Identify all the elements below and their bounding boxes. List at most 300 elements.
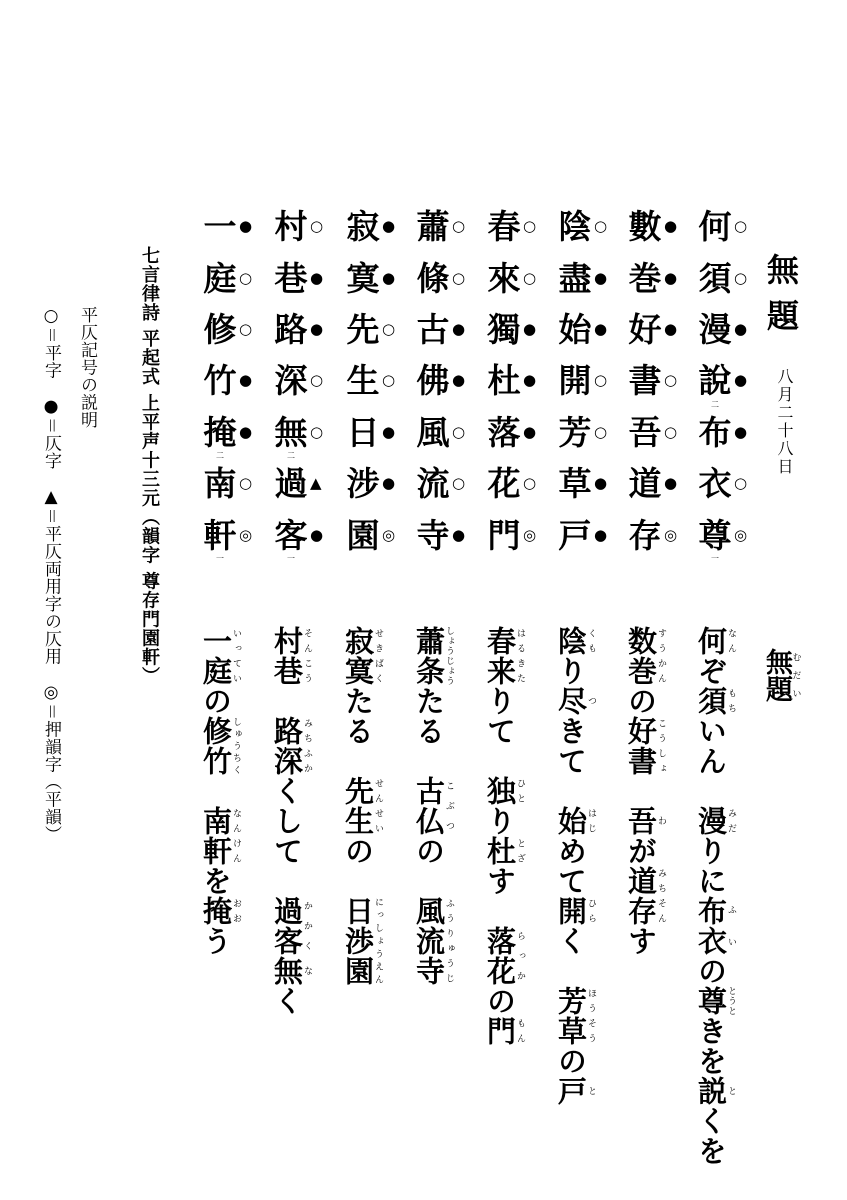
furigana: はるきた xyxy=(515,626,525,686)
ruby-base: 無題 xyxy=(761,648,792,702)
ruby-base: 存 xyxy=(624,896,658,926)
kanbun-line xyxy=(202,201,262,561)
kanbun-char: 一 xyxy=(203,207,237,247)
ruby-segment xyxy=(694,806,736,836)
tone-mark: ▲ xyxy=(310,474,322,493)
kanbun-char: 蕭 xyxy=(416,207,450,247)
furigana: かかく xyxy=(302,896,312,956)
ruby-segment xyxy=(554,626,596,656)
furigana: と xyxy=(586,1076,596,1106)
kanbun-char: 深 xyxy=(274,361,308,401)
kanbun-char: 修 xyxy=(203,309,237,349)
reading-text: す xyxy=(483,866,517,926)
furigana: とうと xyxy=(726,986,736,1016)
kanbun-cell xyxy=(273,201,333,252)
ruby-base: 過客 xyxy=(270,896,304,956)
kaeriten-mark: 二 xyxy=(216,450,224,460)
furigana: はじ xyxy=(586,806,596,836)
kanbun-cell xyxy=(202,201,262,252)
poem-title: 無題 xyxy=(762,253,800,345)
reading-text: めて xyxy=(554,836,588,896)
kanbun-cell xyxy=(345,355,405,406)
ruby-base: 説 xyxy=(694,1076,728,1106)
tone-mark: ● xyxy=(452,371,466,390)
ruby-segment xyxy=(412,896,454,986)
ruby-base: 開 xyxy=(554,896,588,926)
kanbun-char: 佛 xyxy=(416,361,450,401)
ruby-base: 好書 xyxy=(624,716,658,776)
kanbun-char: 寂 xyxy=(346,207,380,247)
kanbun-char: 漫 xyxy=(698,309,732,349)
kanbun-line xyxy=(415,201,475,561)
kanbun-cell xyxy=(697,252,757,303)
reading-text: の xyxy=(412,836,446,896)
kanbun-cell xyxy=(486,458,546,509)
poem-form: 七言律詩 平起式 上平声十三元（韻字 尊存門園軒） xyxy=(139,246,160,686)
kanbun-cell xyxy=(697,458,757,509)
tone-mark: ○ xyxy=(452,217,466,236)
ruby-base: 何 xyxy=(694,626,728,656)
kanbun-char: 門 xyxy=(487,515,521,555)
tone-mark: ◎ xyxy=(382,525,396,544)
reading-text: が xyxy=(624,836,658,866)
tone-mark: ○ xyxy=(310,422,324,441)
tone-mark: ● xyxy=(452,319,466,338)
tone-mark: ○ xyxy=(239,268,253,287)
ruby-segment xyxy=(554,1076,596,1106)
reading-line xyxy=(272,626,312,1016)
furigana: そんこう xyxy=(302,626,312,686)
kanbun-cell xyxy=(627,407,687,458)
kanbun-line xyxy=(273,201,333,561)
reading-text: りに xyxy=(694,836,728,896)
kanbun-cell xyxy=(415,407,475,458)
kanbun-cell xyxy=(345,509,405,560)
tone-mark: ● xyxy=(310,319,324,338)
kanbun-cell xyxy=(557,458,617,509)
kanbun-char: 道 xyxy=(628,464,662,504)
reading-text: たる xyxy=(412,686,446,776)
tone-mark: ● xyxy=(734,319,748,338)
kanbun-char: 條 xyxy=(416,258,450,298)
tone-mark: ● xyxy=(664,268,678,287)
furigana: こぶつ xyxy=(444,776,454,836)
tone-mark: ○ xyxy=(523,217,537,236)
kanbun-cell xyxy=(202,252,262,303)
kanbun-line xyxy=(697,201,757,561)
tone-mark: ○ xyxy=(382,371,396,390)
ruby-segment xyxy=(624,896,666,926)
ruby-base: 落花 xyxy=(483,926,517,986)
tone-mark: ● xyxy=(239,217,253,236)
tone-mark: ○ xyxy=(594,422,608,441)
kanbun-char: 生 xyxy=(346,361,380,401)
kanbun-char: 始 xyxy=(558,309,592,349)
ruby-base: 尽 xyxy=(554,686,588,716)
ruby-segment xyxy=(341,776,383,836)
kanbun-cell xyxy=(486,252,546,303)
ruby-segment xyxy=(694,1076,736,1106)
furigana: つ xyxy=(586,686,596,716)
kanbun-char: 流 xyxy=(416,464,450,504)
kanbun-char: 路 xyxy=(274,309,308,349)
furigana: おお xyxy=(231,896,241,926)
kanbun-cell xyxy=(697,355,757,409)
kanbun-line xyxy=(486,201,546,561)
furigana: こうしょ xyxy=(656,716,666,776)
tone-mark: ● xyxy=(310,525,324,544)
reading-text xyxy=(270,686,304,716)
kanbun-cell xyxy=(486,407,546,458)
kanbun-char: 數 xyxy=(628,207,662,247)
ruby-base: 戸 xyxy=(554,1076,588,1106)
kaeriten-mark: 一 xyxy=(216,553,224,563)
kanbun-cell xyxy=(415,355,475,406)
ruby-segment xyxy=(412,626,454,686)
kanbun-char: 竹 xyxy=(203,361,237,401)
furigana: もん xyxy=(515,1016,525,1046)
reading-text: ぞ xyxy=(694,656,728,686)
reading-text xyxy=(624,776,658,806)
kanbun-char: 書 xyxy=(628,361,662,401)
ruby-segment xyxy=(554,986,596,1046)
tone-mark: ◎ xyxy=(734,525,748,544)
tone-mark: ○ xyxy=(664,371,678,390)
furigana: とざ xyxy=(515,836,525,866)
tone-mark: ● xyxy=(239,371,253,390)
kanbun-cell xyxy=(697,407,757,458)
ruby-base: 南軒 xyxy=(199,806,233,866)
kanbun-char: 寺 xyxy=(416,515,450,555)
tone-mark: ◎ xyxy=(664,525,678,544)
tone-mark: ● xyxy=(523,422,537,441)
tone-mark: ● xyxy=(523,319,537,338)
furigana: な xyxy=(302,956,312,986)
kanbun-cell xyxy=(486,355,546,406)
kanbun-cell xyxy=(415,458,475,509)
ruby-segment xyxy=(694,896,736,956)
reading-text: く xyxy=(270,986,304,1016)
kanbun-line xyxy=(627,201,687,561)
reading-text: りて xyxy=(483,686,517,776)
tone-mark: ● xyxy=(734,422,748,441)
kanbun-line xyxy=(345,201,405,561)
ruby-base: 陰 xyxy=(554,626,588,656)
ruby-base: 村巷 xyxy=(270,626,304,686)
kanbun-char: 何 xyxy=(698,207,732,247)
kanbun-cell xyxy=(697,201,757,252)
kanbun-char: 無 xyxy=(274,412,308,452)
furigana: しょうじょう xyxy=(444,626,454,686)
legend-heading: 平仄記号の説明 xyxy=(77,306,97,429)
kanbun-char: 吾 xyxy=(628,412,662,452)
tone-mark: ● xyxy=(310,268,324,287)
furigana: せんせい xyxy=(373,776,383,836)
furigana: みだ xyxy=(726,806,736,836)
ruby-base: 尊 xyxy=(694,986,728,1016)
furigana: ひら xyxy=(586,896,596,926)
tone-mark: ○ xyxy=(734,268,748,287)
ruby-base: 芳草 xyxy=(554,986,588,1046)
furigana: しゅうちく xyxy=(231,716,241,776)
reading-text: の xyxy=(624,686,658,716)
reading-text xyxy=(199,776,233,806)
kanbun-cell xyxy=(202,509,262,563)
reading-title xyxy=(763,648,801,702)
reading-text: く xyxy=(554,926,588,986)
kanbun-cell xyxy=(557,304,617,355)
kanbun-cell xyxy=(202,458,262,509)
reading-line xyxy=(343,626,383,986)
ruby-base: 布衣 xyxy=(694,896,728,956)
ruby-segment xyxy=(554,896,596,926)
tone-mark: ● xyxy=(594,319,608,338)
tone-mark: ○ xyxy=(594,217,608,236)
kanbun-char: 村 xyxy=(274,207,308,247)
kanbun-char: 戸 xyxy=(558,515,592,555)
kaeriten-mark: 一 xyxy=(711,553,719,563)
kanbun-cell xyxy=(697,304,757,355)
kanbun-char: 寞 xyxy=(346,258,380,298)
ruby-segment xyxy=(412,776,454,836)
ruby-base: 始 xyxy=(554,806,588,836)
furigana: むだい xyxy=(790,648,801,702)
kanbun-cell xyxy=(415,509,475,560)
reading-text: を xyxy=(199,866,233,896)
tone-mark: ○ xyxy=(594,371,608,390)
kanbun-cell xyxy=(627,458,687,509)
kanbun-cell xyxy=(486,509,546,560)
kanbun-char: 好 xyxy=(628,309,662,349)
furigana: と xyxy=(726,1076,736,1106)
reading-line xyxy=(696,626,736,1166)
kanbun-cell xyxy=(202,355,262,406)
ruby-base: 須 xyxy=(694,686,728,716)
kanbun-cell xyxy=(627,355,687,406)
ruby-segment xyxy=(270,626,312,686)
ruby-segment xyxy=(483,776,525,806)
furigana: いってい xyxy=(231,626,241,686)
tone-mark: ◎ xyxy=(523,525,537,544)
kanbun-char: 衣 xyxy=(698,464,732,504)
reading-text: たる xyxy=(341,686,375,776)
ruby-segment xyxy=(624,806,666,836)
kanbun-char: 尊 xyxy=(698,515,732,555)
tone-mark: ● xyxy=(664,217,678,236)
tone-mark: ● xyxy=(523,371,537,390)
kanbun-char: 花 xyxy=(487,464,521,504)
ruby-base: 修竹 xyxy=(199,716,233,776)
reading-text: きて xyxy=(554,716,588,806)
reading-text: くを xyxy=(694,1106,728,1166)
ruby-base: 数巻 xyxy=(624,626,658,686)
tone-mark: ○ xyxy=(310,371,324,390)
poem-date: 八月二十八日 xyxy=(775,368,794,476)
kanbun-char: 巻 xyxy=(628,258,662,298)
kanbun-char: 布 xyxy=(698,412,732,452)
kanbun-cell xyxy=(273,509,333,563)
reading-text: の xyxy=(554,1046,588,1076)
tone-mark: ● xyxy=(594,268,608,287)
reading-text: の xyxy=(483,986,517,1016)
ruby-segment xyxy=(270,956,312,986)
kanbun-char: 客 xyxy=(274,515,308,555)
kanbun-cell xyxy=(273,252,333,303)
ruby-segment xyxy=(624,716,666,776)
ruby-base: 日渉園 xyxy=(341,896,375,986)
ruby-segment xyxy=(270,716,312,776)
reading-text: す xyxy=(624,926,658,956)
furigana: くも xyxy=(586,626,596,656)
kanbun-cell xyxy=(345,458,405,509)
kanbun-char: 獨 xyxy=(487,309,521,349)
tone-mark: ○ xyxy=(734,217,748,236)
kanbun-char: 古 xyxy=(416,309,450,349)
ruby-base: 吾 xyxy=(624,806,658,836)
ruby-segment xyxy=(554,686,596,716)
ruby-segment xyxy=(483,626,525,686)
kanbun-cell xyxy=(486,201,546,252)
reading-line xyxy=(556,626,596,1106)
ruby-base: 杜 xyxy=(483,836,517,866)
furigana: せきばく xyxy=(373,626,383,686)
kanbun-cell xyxy=(557,201,617,252)
kanbun-cell xyxy=(345,407,405,458)
kanbun-char: 日 xyxy=(346,412,380,452)
ruby-base: 一庭 xyxy=(199,626,233,686)
furigana: すうかん xyxy=(656,626,666,686)
kanbun-cell xyxy=(557,252,617,303)
tone-mark: ○ xyxy=(452,268,466,287)
tone-mark: ○ xyxy=(239,474,253,493)
reading-text: の xyxy=(694,956,728,986)
reading-line xyxy=(414,626,454,986)
kanbun-char: 陰 xyxy=(558,207,592,247)
kanbun-char: 南 xyxy=(203,464,237,504)
kanbun-char: 巷 xyxy=(274,258,308,298)
tone-mark: ● xyxy=(239,422,253,441)
ruby-segment xyxy=(761,648,801,702)
kanbun-cell xyxy=(415,252,475,303)
kanbun-char: 軒 xyxy=(203,515,237,555)
tone-mark: ○ xyxy=(523,268,537,287)
reading-text: の xyxy=(199,686,233,716)
ruby-segment xyxy=(694,986,736,1016)
ruby-base: 蕭条 xyxy=(412,626,446,686)
reading-text: くして xyxy=(270,776,304,896)
kanbun-char: 先 xyxy=(346,309,380,349)
reading-text: う xyxy=(199,926,233,956)
furigana: ほうそう xyxy=(586,986,596,1046)
tone-mark: ○ xyxy=(734,474,748,493)
ruby-base: 古仏 xyxy=(412,776,446,836)
tone-mark: ○ xyxy=(382,319,396,338)
tone-mark: ◎ xyxy=(239,525,253,544)
kanbun-cell xyxy=(202,304,262,355)
legend-items: ○＝平字 ●＝仄字 ▲＝平仄両用字の仄用 ◎＝押韻字（平韻） xyxy=(41,306,61,843)
kanbun-char: 春 xyxy=(487,207,521,247)
kanbun-cell xyxy=(486,304,546,355)
kanbun-cell xyxy=(557,509,617,560)
furigana: そん xyxy=(656,896,666,926)
kaeriten-mark: 二 xyxy=(287,450,295,460)
ruby-segment xyxy=(483,836,525,866)
ruby-base: 掩 xyxy=(199,896,233,926)
tone-mark: ● xyxy=(382,422,396,441)
reading-text: り xyxy=(483,806,517,836)
kanbun-cell xyxy=(273,355,333,406)
kanbun-char: 須 xyxy=(698,258,732,298)
kanbun-char: 杜 xyxy=(487,361,521,401)
tone-mark: ● xyxy=(382,474,396,493)
furigana: らっか xyxy=(515,926,525,986)
kanbun-char: 園 xyxy=(346,515,380,555)
ruby-base: 寂寞 xyxy=(341,626,375,686)
kanbun-cell xyxy=(627,304,687,355)
reading-text: いん xyxy=(694,716,728,806)
kanbun-line xyxy=(557,201,617,561)
ruby-segment xyxy=(199,896,241,926)
kanbun-char: 掩 xyxy=(203,412,237,452)
tone-mark: ● xyxy=(382,217,396,236)
kaeriten-mark: 二 xyxy=(711,399,719,409)
ruby-segment xyxy=(624,866,666,896)
kanbun-cell xyxy=(273,304,333,355)
kanbun-cell xyxy=(627,509,687,560)
furigana: ひと xyxy=(515,776,525,806)
kanbun-char: 說 xyxy=(698,361,732,401)
ruby-segment xyxy=(199,716,241,776)
kanbun-char: 來 xyxy=(487,258,521,298)
ruby-segment xyxy=(624,626,666,686)
tone-mark: ○ xyxy=(310,217,324,236)
ruby-segment xyxy=(483,926,525,986)
tone-mark: ● xyxy=(452,525,466,544)
reading-line xyxy=(485,626,525,1046)
tone-mark: ○ xyxy=(239,319,253,338)
kanbun-char: 草 xyxy=(558,464,592,504)
tone-mark: ○ xyxy=(452,422,466,441)
kanbun-cell xyxy=(627,252,687,303)
kanbun-cell xyxy=(345,201,405,252)
kanbun-char: 過 xyxy=(274,464,308,504)
ruby-base: 道 xyxy=(624,866,658,896)
furigana: みちふか xyxy=(302,716,312,776)
ruby-segment xyxy=(341,626,383,686)
kanbun-cell xyxy=(697,509,757,563)
kanbun-char: 開 xyxy=(558,361,592,401)
ruby-base: 独 xyxy=(483,776,517,806)
tone-mark: ● xyxy=(664,319,678,338)
ruby-segment xyxy=(694,686,736,716)
ruby-base: 無 xyxy=(270,956,304,986)
kanbun-cell xyxy=(273,458,333,509)
ruby-base: 風流寺 xyxy=(412,896,446,986)
tone-mark: ○ xyxy=(664,422,678,441)
ruby-segment xyxy=(199,626,241,686)
kanbun-cell xyxy=(557,407,617,458)
ruby-segment xyxy=(270,896,312,956)
kanbun-cell xyxy=(202,407,262,458)
ruby-base: 路深 xyxy=(270,716,304,776)
kanbun-char: 落 xyxy=(487,412,521,452)
ruby-segment xyxy=(554,806,596,836)
reading-text: の xyxy=(341,836,375,896)
reading-text: きを xyxy=(694,1016,728,1076)
kanbun-cell xyxy=(273,407,333,458)
furigana: にっしょうえん xyxy=(373,896,383,986)
tone-mark: ● xyxy=(594,474,608,493)
